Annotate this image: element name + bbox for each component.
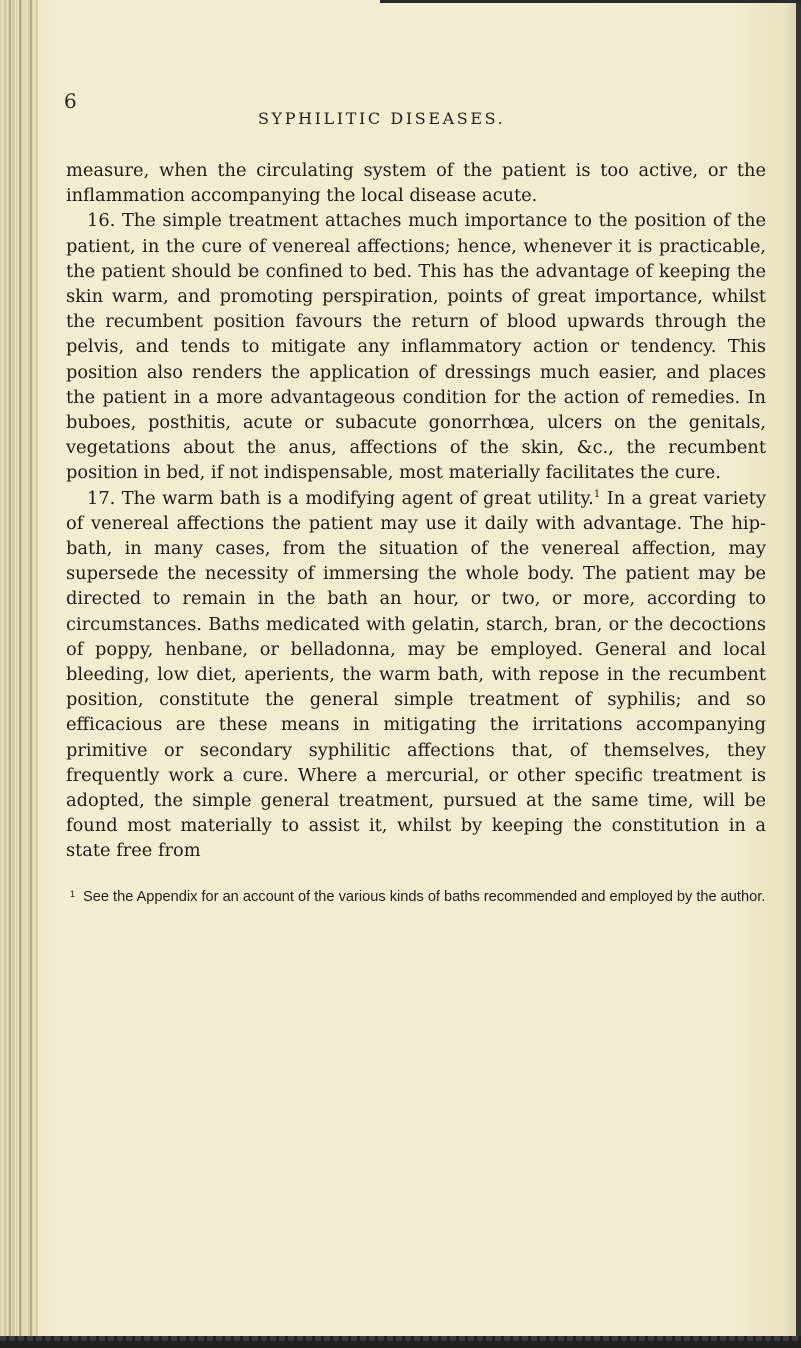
page-number: 6 [64,89,77,113]
footnote-text: See the Appendix for an account of the various kinds of baths recommended and employed by the author. [83,889,766,905]
gutter-line [9,0,11,1348]
gutter-line [30,0,32,1348]
page-right-edge [787,0,801,1348]
footnote [66,884,766,908]
body-text [66,158,766,864]
bottom-edge-band [0,1336,801,1348]
paragraph-continued: measure, when the circulating system of the patient is too active, or the inflammation accompanying the local disease acute. [66,160,766,207]
paragraph-16: 16. The simple treatment attaches much importance to the position of the patient, in the cure of venereal affections; hence, whenever it is practicable, the patient should be confined to bed. This has the advantage of keeping the skin warm, and promoting perspiration, points of great importance, whilst the recumbent position favours the return of blood upwards through the pelvis, and tends to mitigate any inflammatory action or tendency. This position also renders the application of dressings much easier, and places the patient in a more advantageous condition for the action of remedies. In buboes, posthitis, acute or subacute gonorrhœa, ulcers on the genitals, vegetations about the anus, affections of the skin, &c., the recumbent position in bed, if not indispensable, most materially facilitates the cure. [66,210,766,484]
footnote-reference: 1 [593,488,601,500]
paragraph-17-lead: 17. The warm bath is a modifying agent of great utility. [87,487,594,509]
top-edge-shadow [380,0,801,3]
paragraph-17 [66,486,766,864]
running-head: SYPHILITIC DISEASES. [258,109,506,128]
footnote-mark: 1 [70,889,76,899]
gutter-line [19,0,21,1348]
paragraph-17-rest: In a great variety of venereal affections the patient may use it daily with advantage. The hip-bath, in many cases, from the situation of the venereal affection, may supersede the necessity of immersing the whole body. The patient may be directed to remain in the bath an hour, or two, or more, according to circumstances. Baths medicated with gelatin, starch, bran, or the decoctions of poppy, henbane, or belladonna, may be employed. General and local bleeding, low diet, aperients, the warm bath, with repose in the recumbent position, constitute the general simple treatment of syphilis; and so efficacious are these means in mitigating the irritations accompanying primitive or secondary syphilitic affections that, of themselves, they frequently work a cure. Where a mercurial, or other specific treatment is adopted, the simple general treatment, pursued at the same time, will be found most materially to assist it, whilst by keeping the constitution in a state free from [66,487,766,862]
